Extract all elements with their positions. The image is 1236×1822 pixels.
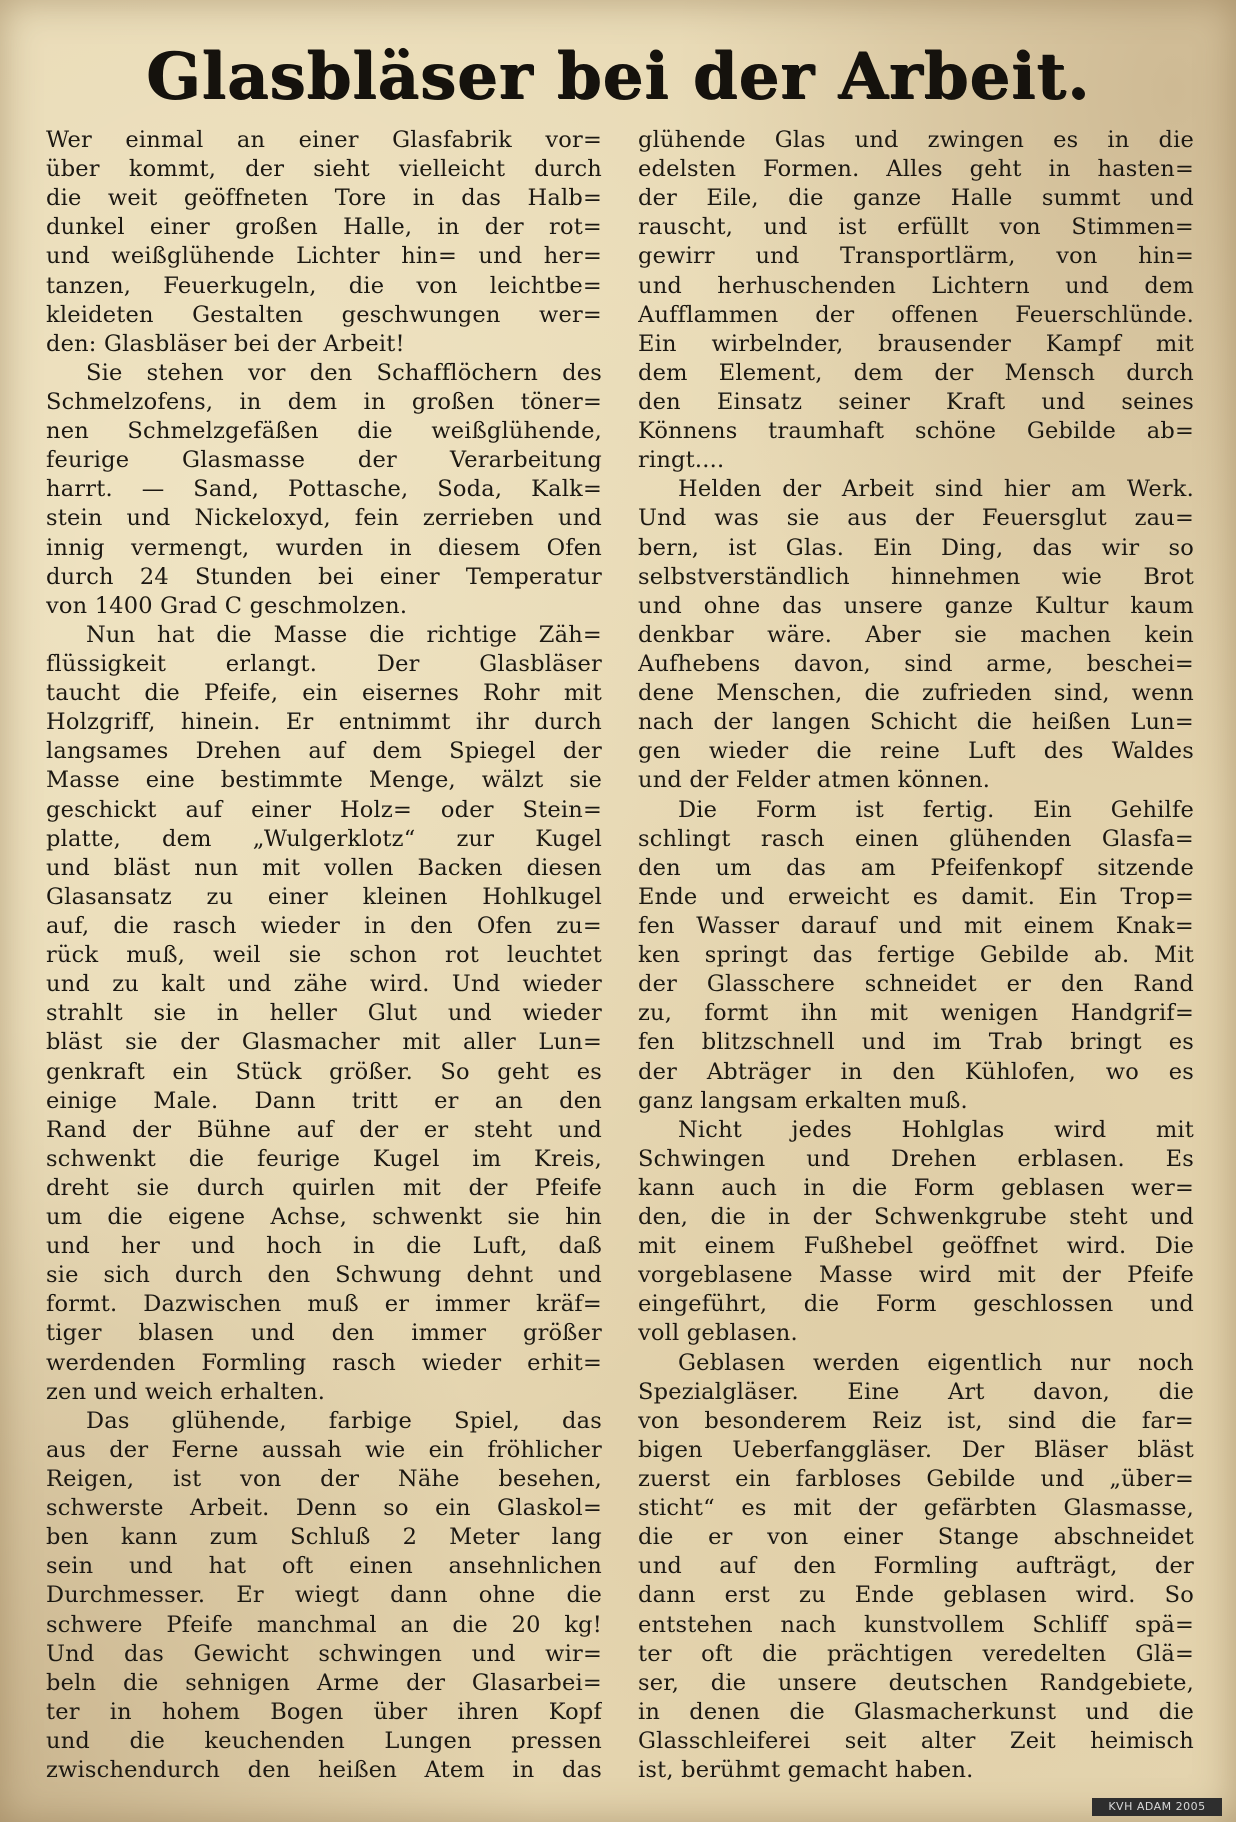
article-line: gen wieder die reine Luft des Waldes [638, 738, 1194, 765]
article-line: stein und Nickeloxyd, fein zerrieben und [46, 505, 602, 532]
article-line: Reigen, ist von der Nähe besehen, [46, 1466, 602, 1493]
article-line: selbstverständlich hinnehmen wie Brot [638, 563, 1194, 590]
article-line: mit einem Fußhebel geöffnet wird. Die [638, 1233, 1194, 1260]
article-line: Ein wirbelnder, brausender Kampf mit [638, 330, 1194, 357]
article-line: geschickt auf einer Holz= oder Stein= [46, 796, 602, 823]
article-line: Die Form ist fertig. Ein Gehilfe [678, 796, 1194, 823]
article-line: ist, berühmt gemacht haben. [638, 1757, 974, 1784]
article-line: schwere Pfeife manchmal an die 20 kg! [46, 1611, 602, 1638]
article-line: Das glühende, farbige Spiel, das [86, 1407, 602, 1434]
article-line: feurige Glasmasse der Verarbeitung [46, 447, 602, 474]
article-line: Glasansatz zu einer kleinen Hohlkugel [46, 883, 602, 910]
article-line: gewirr und Transportlärm, von hin= [638, 243, 1194, 270]
article-line: zen und weich erhalten. [46, 1378, 326, 1405]
article-line: ganz langsam erkalten muß. [638, 1087, 968, 1114]
article-line: harrt. — Sand, Pottasche, Soda, Kalk= [46, 476, 602, 503]
article-line: von besonderem Reiz ist, sind die far= [638, 1407, 1194, 1434]
article-line: schwenkt die feurige Kugel im Kreis, [46, 1145, 602, 1172]
article-line: und auf den Formling aufträgt, der [638, 1553, 1194, 1580]
article-line: Masse eine bestimmte Menge, wälzt sie [46, 767, 602, 794]
article-line: dene Menschen, die zufrieden sind, wenn [638, 680, 1194, 707]
article-line: der Eile, die ganze Halle summt und [638, 185, 1194, 212]
article-line: und der Felder atmen können. [638, 767, 991, 794]
article-line: zuerst ein farbloses Gebilde und „über= [638, 1466, 1194, 1493]
article-line: Aufhebens davon, sind arme, beschei= [638, 650, 1194, 677]
article-line: rauscht, und ist erfüllt von Stimmen= [638, 214, 1194, 241]
article-line: Nicht jedes Hohlglas wird mit [678, 1116, 1194, 1143]
article-line: der Abträger in den Kühlofen, wo es [638, 1058, 1194, 1085]
article-line: von 1400 Grad C geschmolzen. [46, 592, 408, 619]
article-line: Und was sie aus der Feuersglut zau= [638, 505, 1194, 532]
article-line: der Glasschere schneidet er den Rand [638, 971, 1194, 998]
article-line: formt. Dazwischen muß er immer kräf= [46, 1291, 602, 1318]
article-line: platte, dem „Wulgerklotz“ zur Kugel [46, 825, 602, 852]
article-line: vorgeblasene Masse wird mit der Pfeife [638, 1262, 1194, 1289]
article-line: den um das am Pfeifenkopf sitzende [638, 854, 1194, 881]
article-line: Rand der Bühne auf der er steht und [46, 1116, 602, 1143]
article-line: den, die in der Schwenkgrube steht und [638, 1204, 1194, 1231]
article-line: Schmelzofens, in dem in großen töner= [46, 388, 602, 415]
article-line: Und das Gewicht schwingen und wir= [46, 1640, 602, 1667]
article-line: und bläst nun mit vollen Backen diesen [46, 854, 602, 881]
article-line: Könnens traumhaft schöne Gebilde ab= [638, 418, 1194, 445]
article-line: fen Wasser darauf und mit einem Knak= [638, 912, 1194, 939]
article-line: Helden der Arbeit sind hier am Werk. [678, 476, 1194, 503]
article-line: aus der Ferne aussah wie ein fröhlicher [46, 1436, 602, 1463]
article-line: und weißglühende Lichter hin= und her= [46, 243, 602, 270]
article-column-left [46, 126, 602, 1785]
article-line: und her und hoch in die Luft, daß [46, 1233, 602, 1260]
article-line: sein und hat oft einen ansehnlichen [46, 1553, 602, 1580]
article-line: entstehen nach kunstvollem Schliff spä= [638, 1611, 1194, 1638]
article-line: nen Schmelzgefäßen die weißglühende, [46, 418, 602, 445]
article-headline: Glasbläser bei der Arbeit. [145, 39, 1091, 114]
article-line: Aufflammen der offenen Feuerschlünde. [638, 301, 1194, 328]
article-line: edelsten Formen. Alles geht in hasten= [638, 156, 1194, 183]
article-line: und zu kalt und zähe wird. Und wieder [46, 971, 602, 998]
article-line: Sie stehen vor den Schafflöchern des [86, 359, 602, 386]
article-line: dem Element, dem der Mensch durch [638, 359, 1194, 386]
article-line: und ohne das unsere ganze Kultur kaum [638, 592, 1194, 619]
article-column-right [638, 126, 1194, 1785]
article-line: rück muß, weil sie schon rot leuchtet [46, 942, 602, 969]
article-line: nach der langen Schicht die heißen Lun= [638, 709, 1194, 736]
article-line: taucht die Pfeife, ein eisernes Rohr mit [46, 680, 602, 707]
article-line: schwerste Arbeit. Denn so ein Glaskol= [46, 1495, 602, 1522]
article-line: auf, die rasch wieder in den Ofen zu= [46, 912, 602, 939]
article-line: ser, die unsere deutschen Randgebiete, [638, 1669, 1194, 1696]
article-line: Ende und erweicht es damit. Ein Trop= [638, 883, 1194, 910]
article-line: beln die sehnigen Arme der Glasarbei= [46, 1669, 602, 1696]
article-line: ben kann zum Schluß 2 Meter lang [46, 1524, 602, 1551]
article-line: zwischendurch den heißen Atem in das [46, 1757, 602, 1784]
article-line: kann auch in die Form geblasen wer= [638, 1174, 1194, 1201]
article-line: eingeführt, die Form geschlossen und [638, 1291, 1194, 1318]
article-line: den: Glasbläser bei der Arbeit! [46, 330, 405, 357]
article-line: dreht sie durch quirlen mit der Pfeife [46, 1174, 602, 1201]
article-line: durch 24 Stunden bei einer Temperatur [46, 563, 602, 590]
article-line: den Einsatz seiner Kraft und seines [638, 388, 1194, 415]
article-line: und die keuchenden Lungen pressen [46, 1728, 602, 1755]
article-line: Geblasen werden eigentlich nur noch [678, 1349, 1194, 1376]
article-line: bigen Ueberfanggläser. Der Bläser bläst [638, 1436, 1194, 1463]
article-line: fen blitzschnell und im Trab bringt es [638, 1029, 1194, 1056]
article-line: ken springt das fertige Gebilde ab. Mit [638, 942, 1194, 969]
article-line: Glasschleiferei seit alter Zeit heimisch [638, 1728, 1194, 1755]
article-line: genkraft ein Stück größer. So geht es [46, 1058, 602, 1085]
article-line: die weit geöffneten Tore in das Halb= [46, 185, 602, 212]
article-line: bläst sie der Glasmacher mit aller Lun= [46, 1029, 602, 1056]
article-line: werdenden Formling rasch wieder erhit= [46, 1349, 602, 1376]
article-line: Schwingen und Drehen erblasen. Es [638, 1145, 1194, 1172]
article-line: glühende Glas und zwingen es in die [638, 127, 1194, 153]
article-line: langsames Drehen auf dem Spiegel der [46, 738, 602, 765]
article-line: schlingt rasch einen glühenden Glasfa= [638, 825, 1194, 852]
article-line: kleideten Gestalten geschwungen wer= [46, 301, 602, 328]
article-line: ter in hohem Bogen über ihren Kopf [46, 1698, 602, 1725]
article-line: und herhuschenden Lichtern und dem [638, 272, 1194, 299]
article-line: dunkel einer großen Halle, in der rot= [46, 214, 602, 241]
article-line: in denen die Glasmacherkunst und die [638, 1698, 1194, 1725]
article-line: um die eigene Achse, schwenkt sie hin [46, 1204, 602, 1231]
article-line: denkbar wäre. Aber sie machen kein [638, 621, 1194, 648]
article-line: tiger blasen und den immer größer [46, 1320, 602, 1347]
article-line: Spezialgläser. Eine Art davon, die [638, 1378, 1194, 1405]
article-line: Nun hat die Masse die richtige Zäh= [86, 621, 602, 648]
article-line: flüssigkeit erlangt. Der Glasbläser [46, 650, 602, 677]
article-line: Wer einmal an einer Glasfabrik vor= [46, 127, 602, 153]
article-line: voll geblasen. [638, 1320, 798, 1347]
article-line: strahlt sie in heller Glut und wieder [46, 1000, 602, 1027]
article-line: sticht“ es mit der gefärbten Glasmasse, [638, 1495, 1194, 1522]
article-line: ter oft die prächtigen veredelten Glä= [638, 1640, 1194, 1667]
article-line: einige Male. Dann tritt er an den [46, 1087, 602, 1114]
archive-watermark: KVH ADAM 2005 [1092, 1798, 1222, 1816]
article-line: dann erst zu Ende geblasen wird. So [638, 1582, 1194, 1609]
article-line: innig vermengt, wurden in diesem Ofen [46, 534, 602, 561]
article-line: sie sich durch den Schwung dehnt und [46, 1262, 602, 1289]
article-line: tanzen, Feuerkugeln, die von leichtbe= [46, 272, 602, 299]
article-line: über kommt, der sieht vielleicht durch [46, 156, 602, 183]
article-line: Durchmesser. Er wiegt dann ohne die [46, 1582, 602, 1609]
article-line: ringt.... [638, 447, 725, 474]
article-line: Holzgriff, hinein. Er entnimmt ihr durch [46, 709, 602, 736]
article-line: zu, formt ihn mit wenigen Handgrif= [638, 1000, 1194, 1027]
article-line: die er von einer Stange abschneidet [638, 1524, 1194, 1551]
article-line: bern, ist Glas. Ein Ding, das wir so [638, 534, 1194, 561]
